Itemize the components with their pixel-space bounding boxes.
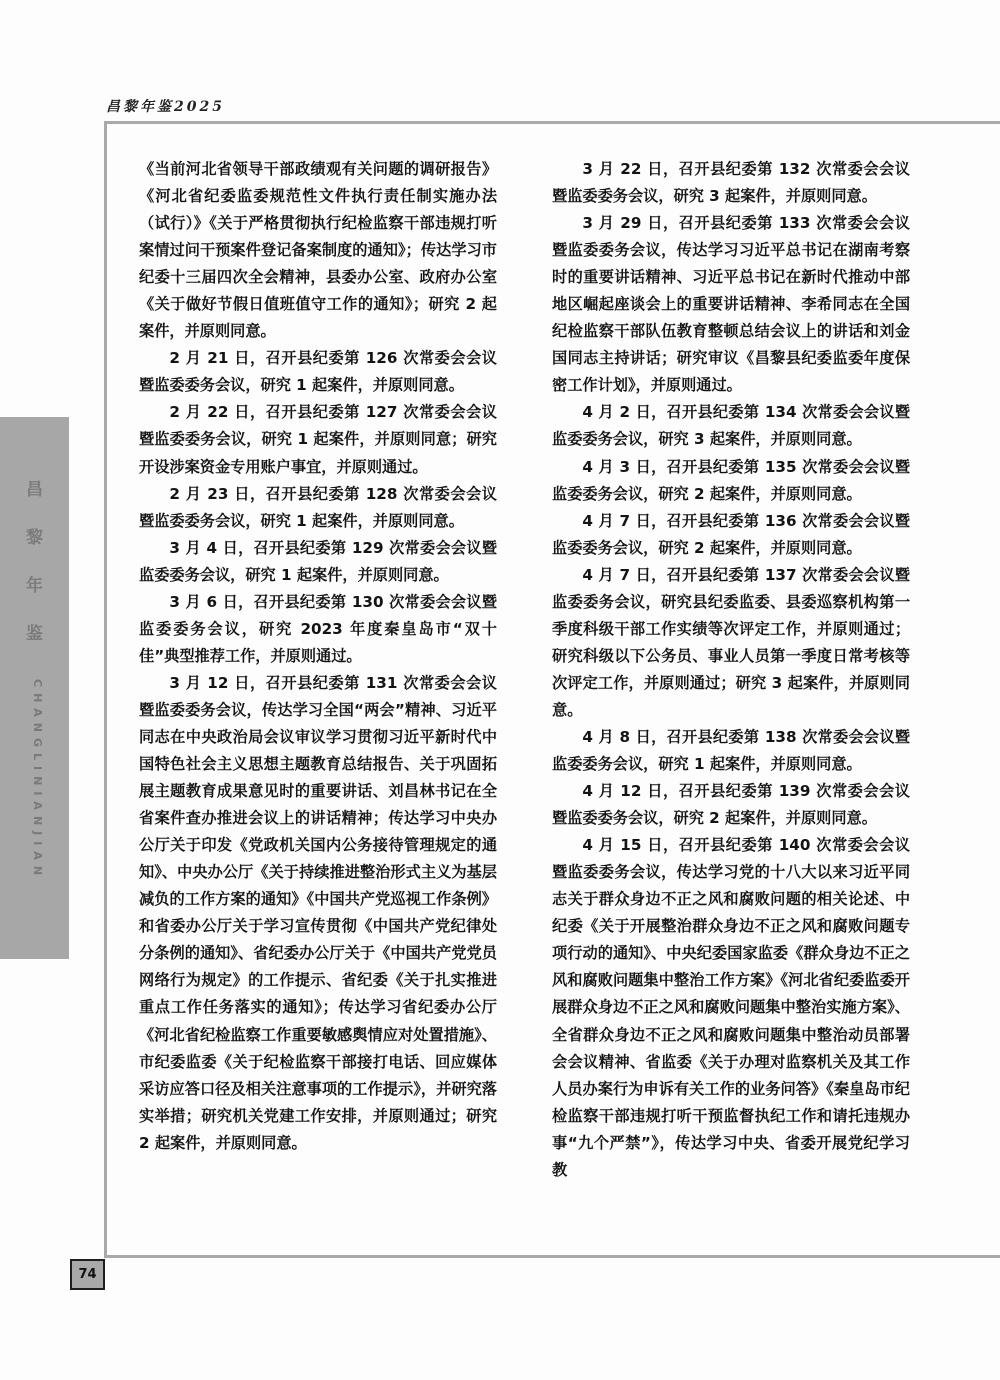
paragraph: 4 月 12 日，召开县纪委第 139 次常委会会议暨监委委务会议，研究 2 起案件，并原则同意。: [552, 782, 910, 828]
side-tab-char: 黎: [26, 528, 43, 548]
paragraph: 3 月 6 日，召开县纪委第 130 次常委会会议暨监委委务会议，研究 2023 年度秦皇岛市“双十佳”典型推荐工作，并原则通过。: [139, 592, 497, 665]
paragraph: 4 月 7 日，召开县纪委第 136 次常委会会议暨监委委务会议，研究 2 起案件，并原则同意。: [552, 511, 910, 557]
paragraph: 4 月 7 日，召开县纪委第 137 次常委会会议暨监委委务会议，研究县纪委监委、县委巡察机构第一季度科级干部工作实绩等次评定工作，并原则通过；研究科级以下公务员、事业人员第一季度日常考核等次评定工作，并原则通过；研究 3 起案件，并原则同意。: [552, 565, 910, 719]
side-tab-char: 昌: [26, 480, 43, 500]
running-head: 昌黎年鉴2025: [106, 99, 225, 115]
paragraph: 4 月 15 日，召开县纪委第 140 次常委会会议暨监委委务会议，传达学习党的十八大以来习近平同志关于群众身边不正之风和腐败问题的相关论述、中纪委《关于开展整治群众身边不正之风和腐败问题专项行动的通知》、中央纪委国家监委《群众身边不正之风和腐败问题集中整治工作方案》《河北省纪委监委开展群众身边不正之风和腐败问题集中整治实施方案》、全省群众身边不正之风和腐败问题集中整治动员部署会会议精神、省监委《关于办理对监察机关及其工作人员办案行为申诉有关工作的业务问答》《秦皇岛市纪检监察干部违规打听干预监督执纪工作和请托违规办事“九个严禁”》，传达学习中央、省委开展党纪学习教: [552, 836, 910, 1179]
paragraph: 《当前河北省领导干部政绩观有关问题的调研报告》《河北省纪委监委规范性文件执行责任制实施办法（试行）》《关于严格贯彻执行纪检监察干部违规打听案情过问干预案件登记备案制度的通知》；传达学习市纪委十三届四次全会精神，县委办公室、政府办公室《关于做好节假日值班值守工作的通知》；研究 2 起案件，并原则同意。: [139, 160, 497, 341]
paragraph: 2 月 21 日，召开县纪委第 126 次常委会会议暨监委委务会议，研究 1 起案件，并原则同意。: [139, 349, 497, 395]
paragraph: 2 月 23 日，召开县纪委第 128 次常委会会议暨监委委务会议，研究 1 起案件，并原则同意。: [139, 484, 497, 530]
paragraph: 3 月 22 日，召开县纪委第 132 次常委会会议暨监委委务会议，研究 3 起案件，并原则同意。: [552, 160, 910, 206]
side-tab: [0, 417, 69, 959]
paragraph: 3 月 29 日，召开县纪委第 133 次常委会会议暨监委委务会议，传达学习习近平总书记在湖南考察时的重要讲话精神、习近平总书记在新时代推动中部地区崛起座谈会上的重要讲话精神、李希同志在全国纪检监察干部队伍教育整顿总结会议上的讲话和刘金国同志主持讲话；研究审议《昌黎县纪委监委年度保密工作计划》，并原则通过。: [552, 214, 910, 395]
paragraph: 2 月 22 日，召开县纪委第 127 次常委会会议暨监委委务会议，研究 1 起案件，并原则同意；研究开设涉案资金专用账户事宜，并原则通过。: [139, 403, 497, 476]
side-tab-char: 鉴: [26, 624, 43, 644]
paragraph: 3 月 4 日，召开县纪委第 129 次常委会会议暨监委委务会议，研究 1 起案件，并原则同意。: [139, 538, 497, 584]
right-column: [552, 156, 910, 1184]
frame-bottom-rule: [104, 1255, 1000, 1258]
paragraph: 3 月 12 日，召开县纪委第 131 次常委会会议暨监委委务会议，传达学习全国“两会”精神、习近平同志在中央政治局会议审议学习贯彻习近平新时代中国特色社会主义思想主题教育总结报告、关于巩固拓展主题教育成果意见时的重要讲话、刘昌林书记在全省案件查办推进会议上的讲话精神；传达学习中央办公厅关于印发《党政机关国内公务接待管理规定的通知》、中央办公厅《关于持续推进整治形式主义为基层减负的工作方案的通知》《中国共产党巡视工作条例》和省委办公厅关于学习宣传贯彻《中国共产党纪律处分条例的通知》、省纪委办公厅关于《中国共产党党员网络行为规定》的工作提示、省纪委《关于扎实推进重点工作任务落实的通知》；传达学习省纪委办公厅《河北省纪检监察工作重要敏感舆情应对处置措施》、市纪委监委《关于纪检监察干部接打电话、回应媒体采访应答口径及相关注意事项的工作提示》，并研究落实举措；研究机关党建工作安排，并原则通过；研究 2 起案件，并原则同意。: [139, 673, 497, 1152]
paragraph: 4 月 2 日，召开县纪委第 134 次常委会会议暨监委委务会议，研究 3 起案件，并原则同意。: [552, 403, 910, 449]
paragraph: 4 月 8 日，召开县纪委第 138 次常委会会议暨监委委务会议，研究 1 起案件，并原则同意。: [552, 727, 910, 774]
page-number: 74: [70, 1259, 105, 1290]
paragraph: 4 月 3 日，召开县纪委第 135 次常委会会议暨监委委务会议，研究 2 起案件，并原则同意。: [552, 457, 910, 503]
left-column: [139, 156, 497, 1157]
frame-left-rule: [104, 121, 107, 1258]
frame-top-rule: [105, 121, 1000, 124]
side-tab-pinyin: CHANGLINIANJIAN: [31, 679, 44, 882]
side-tab-char: 年: [26, 576, 43, 596]
